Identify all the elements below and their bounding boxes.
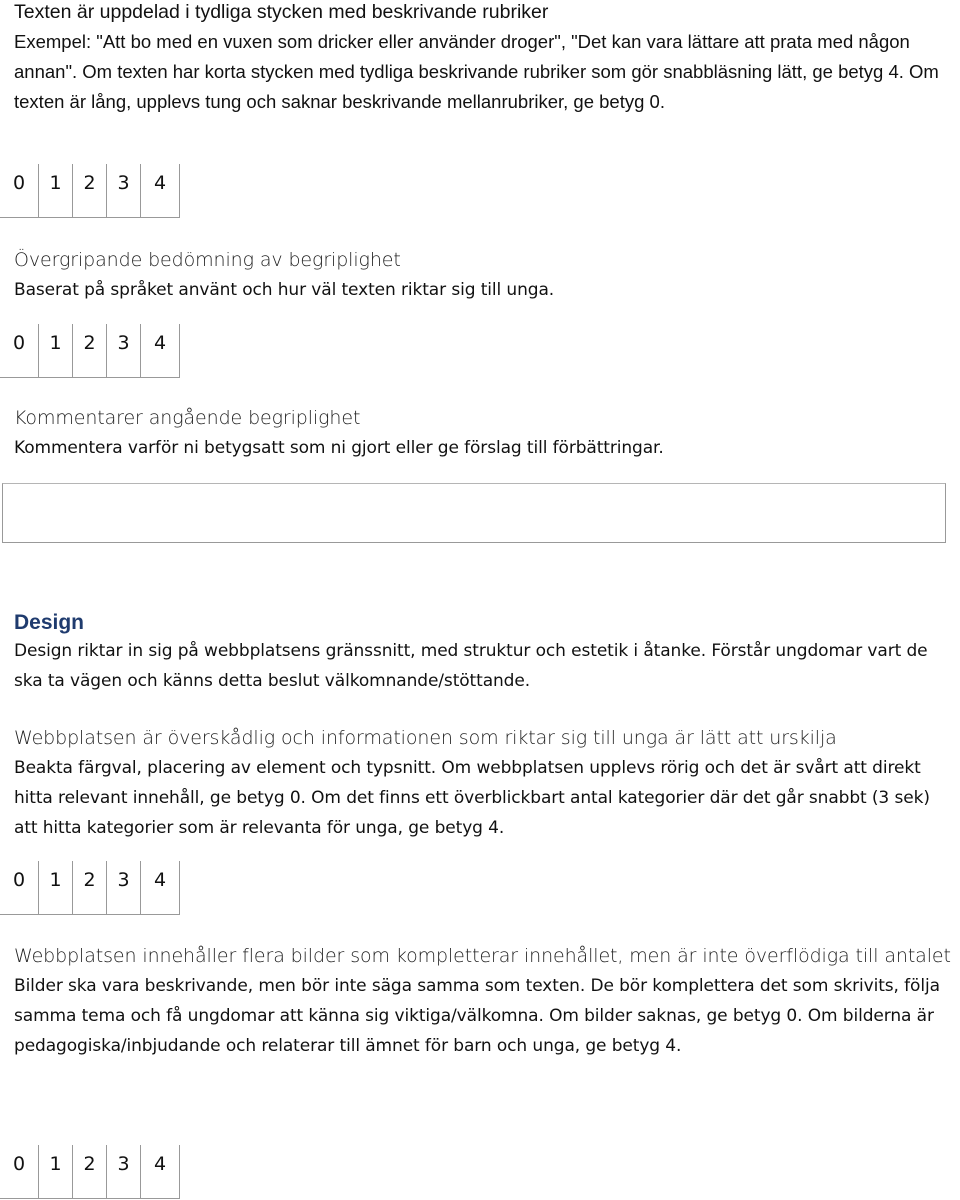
rating-scale-sections bbox=[0, 164, 180, 218]
rating-option-1[interactable]: 1 bbox=[38, 861, 72, 915]
rating-option-4[interactable]: 4 bbox=[140, 164, 180, 218]
question-comments bbox=[14, 403, 954, 463]
comment-field[interactable] bbox=[2, 483, 946, 543]
question-images bbox=[14, 941, 954, 1061]
question-description: Beakta färgval, placering av element och typsnitt. Om webbplatsen upplevs rörig och det är svårt att direkt hitta relevant innehåll, ge betyg 0. Om det finns ett överblickbart antal kategorier där det går snabbt (3 sek) att hitta kategorier som är relevanta för unga, ge betyg 4. bbox=[14, 758, 930, 838]
rating-option-2[interactable]: 2 bbox=[72, 164, 106, 218]
question-title: Webbplatsen är överskådlig och informationen som riktar sig till unga är lätt att urskilja bbox=[14, 727, 837, 749]
rating-option-4[interactable]: 4 bbox=[140, 861, 180, 915]
rating-option-3[interactable]: 3 bbox=[106, 861, 140, 915]
rating-option-0[interactable]: 0 bbox=[0, 164, 38, 218]
rating-option-0[interactable]: 0 bbox=[0, 1145, 38, 1199]
rating-scale-images bbox=[0, 1145, 180, 1199]
rating-option-3[interactable]: 3 bbox=[106, 164, 140, 218]
rating-option-3[interactable]: 3 bbox=[106, 324, 140, 378]
rating-option-1[interactable]: 1 bbox=[38, 324, 72, 378]
rating-option-4[interactable]: 4 bbox=[140, 324, 180, 378]
question-overview bbox=[14, 723, 954, 843]
question-title: Texten är uppdelad i tydliga stycken med beskrivande rubriker bbox=[14, 1, 549, 23]
rating-option-2[interactable]: 2 bbox=[72, 1145, 106, 1199]
section-description: Design riktar in sig på webbplatsens gränssnitt, med struktur och estetik i åtanke. Förstår ungdomar vart de ska ta vägen och känns detta beslut välkomnande/stöttande. bbox=[14, 641, 928, 691]
question-description: Kommentera varför ni betygsatt som ni gjort eller ge förslag till förbättringar. bbox=[14, 438, 664, 458]
question-overall bbox=[14, 245, 954, 305]
rating-option-4[interactable]: 4 bbox=[140, 1145, 180, 1199]
section-heading: Design bbox=[14, 611, 85, 634]
rating-option-2[interactable]: 2 bbox=[72, 861, 106, 915]
rating-scale-overall bbox=[0, 324, 180, 378]
rating-option-0[interactable]: 0 bbox=[0, 861, 38, 915]
design-intro bbox=[14, 636, 954, 696]
rating-scale-overview bbox=[0, 861, 180, 915]
question-title: Kommentarer angående begriplighet bbox=[14, 407, 361, 429]
rating-option-1[interactable]: 1 bbox=[38, 1145, 72, 1199]
question-title: Övergripande bedömning av begriplighet bbox=[14, 249, 401, 271]
rating-option-2[interactable]: 2 bbox=[72, 324, 106, 378]
rating-option-3[interactable]: 3 bbox=[106, 1145, 140, 1199]
question-description: Baserat på språket använt och hur väl texten riktar sig till unga. bbox=[14, 280, 555, 300]
rating-option-0[interactable]: 0 bbox=[0, 324, 38, 378]
question-sections bbox=[14, 0, 954, 117]
design-section bbox=[14, 609, 954, 637]
question-description: Exempel: "Att bo med en vuxen som dricker eller använder droger", "Det kan vara lättare att prata med någon annan". Om texten har korta stycken med tydliga beskrivande rubriker som gör snabbläsning lätt, ge betyg 4. Om texten är lång, upplevs tung och saknar beskrivande mellanrubriker, ge betyg 0. bbox=[14, 31, 939, 112]
question-title: Webbplatsen innehåller flera bilder som kompletterar innehållet, men är inte överflödiga till antalet bbox=[14, 945, 951, 967]
question-description: Bilder ska vara beskrivande, men bör inte säga samma som texten. De bör komplettera det som skrivits, följa samma tema och få ungdomar att känna sig viktiga/välkomna. Om bilder saknas, ge betyg 0. Om bilderna är pedagogiska/inbjudande och relaterar till ämnet för barn och unga, ge betyg 4. bbox=[14, 976, 940, 1056]
rating-option-1[interactable]: 1 bbox=[38, 164, 72, 218]
